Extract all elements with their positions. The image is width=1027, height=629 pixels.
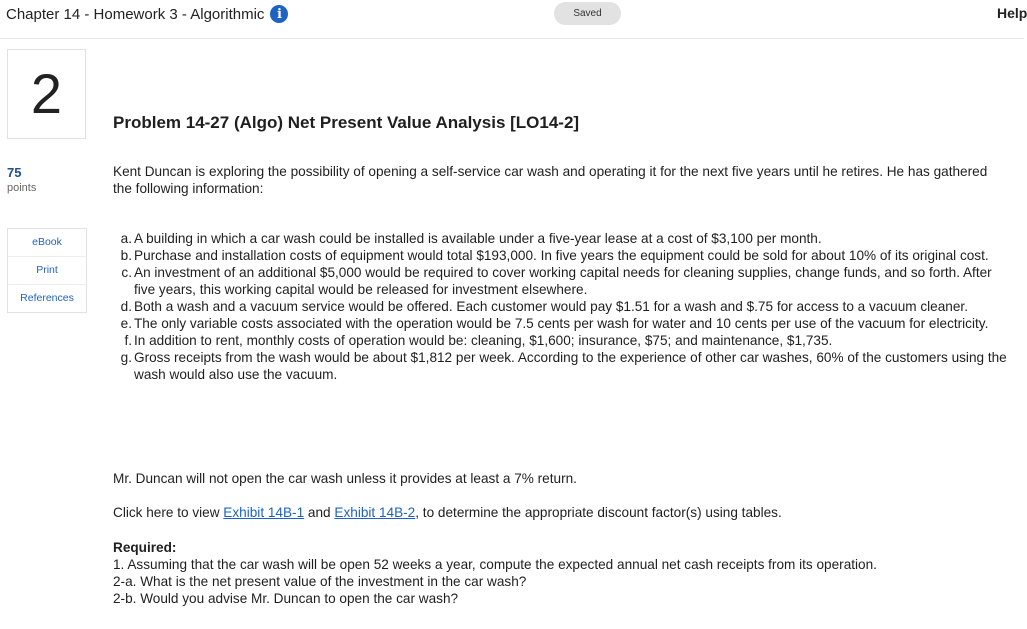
info-item-c [113, 264, 1013, 298]
item-text: Gross receipts from the wash would be about $1,812 per week. According to the experience of other car washes, 60% of the customers using the wash would also use the vacuum. [134, 350, 1007, 382]
required-section [113, 539, 1013, 607]
assignment-title-group [6, 5, 288, 23]
exhibit-line [113, 504, 1013, 521]
required-return-text: Mr. Duncan will not open the car wash unless it provides at least a 7% return. [113, 471, 577, 486]
problem-intro: Kent Duncan is exploring the possibility of opening a self-service car wash and operating it for the next five years until he retires. He has gathered the following information: [113, 164, 988, 196]
question-number-box [7, 49, 86, 139]
problem-title: Problem 14-27 (Algo) Net Present Value Analysis [LO14-2] [113, 113, 580, 132]
question-number: 2 [30, 62, 63, 125]
item-letter: d. [120, 299, 132, 314]
info-item-g [113, 349, 1013, 383]
info-item-f [113, 332, 1013, 349]
assignment-title: Chapter 14 - Homework 3 - Algorithmic [6, 5, 265, 23]
side-menu [7, 228, 87, 313]
item-text: In addition to rent, monthly costs of operation would be: cleaning, $1,600; insurance, $75; and maintenance, $1,735. [134, 333, 833, 348]
required-item-2a: 2-a. What is the net present value of the investment in the car wash? [113, 574, 527, 589]
item-letter: e. [120, 316, 132, 331]
ebook-link[interactable]: eBook [8, 229, 86, 257]
top-bar [0, 0, 1027, 39]
item-letter: b. [120, 248, 132, 263]
item-letter: f. [124, 333, 132, 348]
exhibit-middle: and [304, 505, 335, 520]
exhibit-14b-2-link[interactable]: Exhibit 14B-2 [334, 505, 416, 520]
item-text: The only variable costs associated with the operation would be 7.5 cents per wash for water and 10 cents per use of the vacuum for electricity. [134, 316, 989, 331]
exhibit-suffix: , to determine the appropriate discount factor(s) using tables. [415, 505, 782, 520]
exhibit-prefix: Click here to view [113, 505, 224, 520]
saved-status-badge: Saved [554, 2, 621, 25]
item-letter: c. [121, 265, 132, 280]
item-text: Purchase and installation costs of equipment would total $193,000. In five years the equipment could be sold for about 10% of its original cost. [134, 248, 989, 263]
item-text: An investment of an additional $5,000 would be required to cover working capital needs for cleaning supplies, change funds, and so forth. After five years, this working capital would be released for investment elsewhere. [134, 265, 992, 297]
info-icon[interactable]: i [270, 5, 288, 23]
help-link[interactable]: Help [997, 5, 1027, 21]
required-item-1: 1. Assuming that the car wash will be open 52 weeks a year, compute the expected annual net cash receipts from its operation. [113, 557, 877, 572]
info-item-a [113, 230, 1013, 247]
points-value: 75 [7, 165, 22, 180]
item-letter: g. [120, 350, 132, 365]
info-item-e [113, 315, 1013, 332]
info-list [113, 230, 1013, 383]
references-link[interactable]: References [20, 292, 74, 304]
print-link[interactable]: Print [8, 257, 86, 285]
item-text: Both a wash and a vacuum service would be offered. Each customer would pay $1.51 for a wash and $.75 for access to a vacuum cleaner. [134, 299, 968, 314]
exhibit-14b-1-link[interactable]: Exhibit 14B-1 [223, 505, 305, 520]
info-item-d [113, 298, 1013, 315]
item-letter: a. [120, 231, 132, 246]
points-label: points [7, 182, 37, 194]
points-block [7, 165, 36, 194]
info-item-b [113, 247, 1013, 264]
item-text: A building in which a car wash could be installed is available under a five-year lease at a cost of $3,100 per month. [134, 231, 822, 246]
required-item-2b: 2-b. Would you advise Mr. Duncan to open the car wash? [113, 591, 459, 606]
required-label: Required: [113, 540, 177, 555]
